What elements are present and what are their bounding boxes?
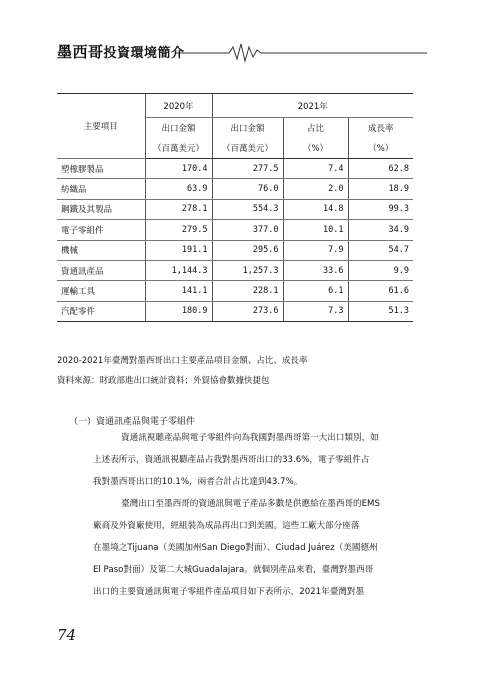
share-cell: 33.6 <box>283 260 348 280</box>
table-row <box>57 179 413 199</box>
share-cell: 10.1 <box>283 220 348 240</box>
growth-cell: 54.7 <box>348 240 413 260</box>
table-row <box>57 199 413 219</box>
row-header-cell: 主要項目 <box>57 94 145 159</box>
value-2021-cell: 554.3 <box>212 199 283 219</box>
share-cell: 7.9 <box>283 240 348 260</box>
item-cell: 塑橡膠製品 <box>57 159 145 179</box>
table-row <box>57 281 413 301</box>
value-2020-cell: 170.4 <box>145 159 212 179</box>
value-2021-cell: 1,257.3 <box>212 260 283 280</box>
value-2021-cell: 76.0 <box>212 179 283 199</box>
growth-cell: 18.9 <box>348 179 413 199</box>
table-row <box>57 159 413 179</box>
paragraph-line: El Paso對面）及第二大城Guadalajara。就個別產品來看，臺灣對墨西哥 <box>93 565 374 575</box>
table-row <box>57 240 413 260</box>
unit-2020-header: （百萬美元） <box>145 138 212 159</box>
table-caption: 2020-2021年臺灣對墨西哥出口主要產品項目金額、占比、成長率 <box>57 356 308 366</box>
item-cell: 汽配零件 <box>57 301 145 321</box>
value-2020-cell: 180.9 <box>145 301 212 321</box>
value-2021-cell: 295.6 <box>212 240 283 260</box>
growth-cell: 61.6 <box>348 281 413 301</box>
item-cell: 紡織品 <box>57 179 145 199</box>
value-2020-cell: 1,144.3 <box>145 260 212 280</box>
item-cell: 機械 <box>57 240 145 260</box>
table-row <box>57 220 413 240</box>
export-2021-header: 出口金額 <box>212 118 283 139</box>
value-2021-cell: 228.1 <box>212 281 283 301</box>
value-2020-cell: 191.1 <box>145 240 212 260</box>
item-cell: 資通訊產品 <box>57 260 145 280</box>
paragraph-line: 上述表所示，資通訊視聽產品占我對墨西哥出口的33.6%，電子零組件占 <box>93 455 370 465</box>
page-header <box>57 38 427 64</box>
share-cell: 6.1 <box>283 281 348 301</box>
value-2020-cell: 278.1 <box>145 199 212 219</box>
year-2021-header: 2021年 <box>212 94 413 118</box>
page-number: 74 <box>57 626 77 644</box>
share-cell: 7.3 <box>283 301 348 321</box>
value-2021-cell: 273.6 <box>212 301 283 321</box>
growth-cell: 62.8 <box>348 159 413 179</box>
item-cell: 運輸工具 <box>57 281 145 301</box>
growth-cell: 99.3 <box>348 199 413 219</box>
paragraph-line: 廠商及外資廠使用，經組裝為成品再出口到美國。這些工廠大部分座落 <box>93 521 360 531</box>
share-unit-header: （%） <box>283 138 348 159</box>
share-header: 占比 <box>283 118 348 139</box>
value-2020-cell: 279.5 <box>145 220 212 240</box>
paragraph-line: 出口的主要資通訊與電子零組件產品項目如下表所示，2021年臺灣對墨 <box>93 587 365 597</box>
unit-2021-header: （百萬美元） <box>212 138 283 159</box>
paragraph-line: 在墨境之Tijuana（美國加州San Diego對面）、Ciudad Juárez（美國德州 <box>93 543 378 553</box>
growth-unit-header: （%） <box>348 138 413 159</box>
header-title-subtitle: 投資環境簡介 <box>103 46 185 61</box>
export-table <box>57 93 413 322</box>
table-row <box>57 301 413 321</box>
growth-header: 成長率 <box>348 118 413 139</box>
growth-cell: 34.9 <box>348 220 413 240</box>
share-cell: 7.4 <box>283 159 348 179</box>
paragraph-line: 我對墨西哥出口的10.1%，兩者合計占比達到43.7%。 <box>93 477 303 487</box>
paragraph-line: 臺灣出口至墨西哥的資通訊與電子產品多數是供應給在墨西哥的EMS <box>121 499 380 509</box>
item-cell: 電子零組件 <box>57 220 145 240</box>
share-cell: 2.0 <box>283 179 348 199</box>
source-note: 資料來源：財政部進出口統計資料；外貿協會數據快捷包 <box>57 376 270 386</box>
item-cell: 鋼鐵及其製品 <box>57 199 145 219</box>
share-cell: 14.8 <box>283 199 348 219</box>
year-2020-header: 2020年 <box>145 94 212 118</box>
value-2020-cell: 63.9 <box>145 179 212 199</box>
growth-cell: 51.3 <box>348 301 413 321</box>
value-2021-cell: 377.0 <box>212 220 283 240</box>
section-heading: （一）資通訊產品與電子零組件 <box>69 417 196 427</box>
value-2021-cell: 277.5 <box>212 159 283 179</box>
header-title <box>57 41 185 62</box>
header-title-country: 墨西哥 <box>57 43 104 61</box>
growth-cell: 9.9 <box>348 260 413 280</box>
table-row <box>57 260 413 280</box>
paragraph-line: 資通訊視聽產品與電子零組件向為我國對墨西哥第一大出口類別，如 <box>121 433 379 443</box>
value-2020-cell: 141.1 <box>145 281 212 301</box>
export-2020-header: 出口金額 <box>145 118 212 139</box>
